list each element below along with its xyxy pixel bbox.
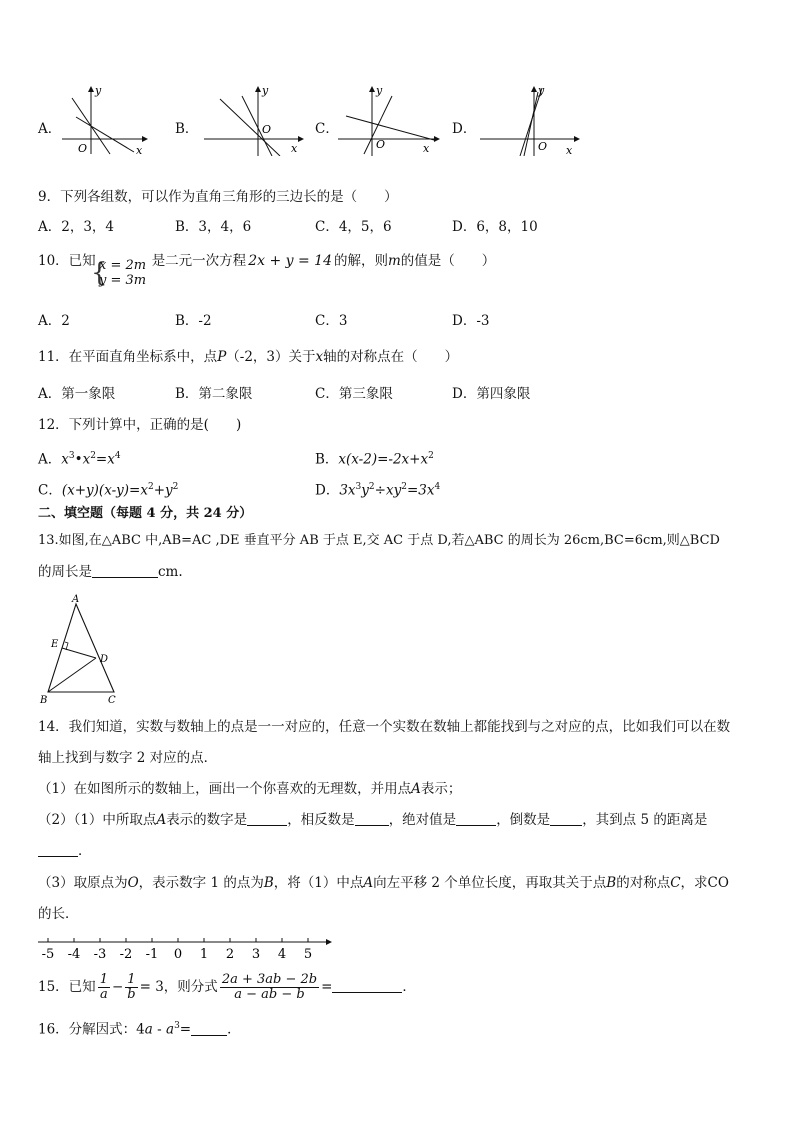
number-line-label: 5 [303, 947, 313, 962]
q9-option-b: B．3，4，6 [175, 219, 252, 235]
q8-option-a-label: A． [38, 121, 62, 137]
q11-option-d: D．第四象限 [452, 386, 531, 402]
number-line-label: 3 [251, 947, 261, 962]
q10-option-a: A．2 [38, 313, 70, 329]
q12-option-b: B．$x(x-2)=-2x+x^2$ [315, 451, 434, 468]
q11-option-a: A．第一象限 [38, 386, 116, 402]
section-heading-fill-in: 二、填空题（每题 4 分，共 24 分） [38, 506, 253, 521]
q16-answer-blank[interactable] [191, 1022, 227, 1036]
q14-part1: （1）在如图所示的数轴上，画出一个你喜欢的无理数，并用点A表示； [38, 781, 462, 797]
q8-option-d-label: D． [452, 121, 477, 137]
q14-blank-absolute[interactable] [456, 812, 496, 826]
q14-blank-opposite[interactable] [355, 812, 389, 826]
q8-option-b-label: B． [175, 121, 199, 137]
q8-a-x-label: x [136, 144, 143, 156]
q14-part3: （3）取原点为O，表示数字 1 的点为B，将（1）中点A向左平移 2 个单位长度，再取其关于点B的对称点C，求CO [38, 875, 729, 891]
q10-option-b: B．-2 [175, 313, 212, 329]
q14-part2: （2）（1）中所取点A表示的数字是 ，相反数是 ，绝对值是 ，倒数是 ，其到点 5 的距离是 [38, 812, 708, 828]
q8-c-origin-label: O [376, 138, 386, 151]
q10-equation-system: x = 2m y = 3m [99, 258, 147, 288]
q14-part3-cont: 的长． [38, 906, 79, 922]
q13-triangle-figure [36, 592, 126, 708]
q8-a-origin-label: O [78, 142, 88, 155]
q16-stem: 16．分解因式：$4a - a^3=$ ． [38, 1021, 241, 1038]
number-line-label: 4 [277, 947, 287, 962]
q14-blank-reciprocal[interactable] [550, 812, 582, 826]
q8-graph-d [476, 84, 586, 156]
q8-c-y-label: y [376, 84, 383, 97]
q13-line2: 的周长是 cm. [38, 564, 183, 580]
q9-option-c: C．4，5，6 [315, 219, 392, 235]
q10-brace: { [91, 258, 108, 288]
q13-line1: 13.如图,在△ABC 中,AB=AC ,DE 垂直平分 AB 于点 E,交 AC 于点 D,若△ABC 的周长为 26cm,BC=6cm,则△BCD [38, 533, 720, 548]
q8-d-x-label: x [566, 144, 573, 156]
q8-d-y-label: y [538, 84, 545, 97]
q13-answer-blank[interactable] [92, 564, 158, 578]
q8-c-x-label: x [423, 142, 430, 155]
q8-b-y-label: y [262, 84, 269, 97]
q13-label-c: C [108, 695, 116, 706]
q8-graph-c [334, 84, 444, 156]
q14-blank-value[interactable] [247, 812, 287, 826]
q8-d-origin-label: O [538, 140, 548, 153]
number-line-label: -4 [67, 947, 81, 962]
q13-label-d: D [100, 654, 109, 665]
q8-graph-b [200, 84, 305, 156]
number-line-label: -3 [93, 947, 107, 962]
number-line-label: 0 [173, 947, 183, 962]
number-line-label: 2 [225, 947, 235, 962]
q13-label-e: E [51, 639, 59, 650]
number-line-label: -1 [145, 947, 159, 962]
q14-line2: 轴上找到与数字 2 对应的点． [38, 750, 218, 766]
q12-stem: 12．下列计算中，正确的是( ) [38, 417, 242, 433]
number-line-label: 1 [199, 947, 209, 962]
q11-option-c: C．第三象限 [315, 386, 393, 402]
q11-option-b: B．第二象限 [175, 386, 253, 402]
q14-number-line [36, 932, 336, 962]
q15-stem: 15．已知 $\frac{1}{a}$ − $\frac{1}{b}$ = 3，则分式 $\frac{2a + 3ab - 2b}{a - ab - b}$ = ． [38, 972, 416, 1002]
q14-part2-cont: ． [38, 842, 92, 860]
q10-stem: 10．已知 是二元一次方程 2x + y = 14 的解，则m的值是（ ） [38, 253, 496, 269]
q13-label-b: B [40, 695, 48, 706]
q14-line1: 14．我们知道，实数与数轴上的点是一一对应的，任意一个实数在数轴上都能找到与之对应的点，比如我们可以在数 [38, 719, 731, 735]
number-line-label: -5 [41, 947, 55, 962]
q8-graph-a [58, 84, 148, 156]
q9-stem: 9．下列各组数，可以作为直角三角形的三边长的是（ ） [38, 189, 398, 205]
q9-option-a: A．2，3，4 [38, 219, 115, 235]
q8-option-c-label: C． [315, 121, 339, 137]
q8-b-x-label: x [291, 142, 298, 155]
number-line-label: -2 [119, 947, 133, 962]
q12-option-d: D．$3x^3y^2\div xy^2=3x^4$ [315, 482, 441, 499]
q14-blank-distance[interactable] [38, 843, 78, 857]
q11-stem: 11．在平面直角坐标系中，点P（-2，3）关于x轴的对称点在（ ） [38, 349, 459, 365]
q12-option-c: C．$(x+y)(x-y)=x^2+y^2$ [38, 482, 179, 499]
q12-option-a: A．$x^3•x^2=x^4$ [38, 451, 121, 468]
q8-b-origin-label: O [262, 123, 272, 136]
q10-option-c: C．3 [315, 313, 348, 329]
q13-label-a: A [72, 594, 80, 605]
q9-option-d: D．6，8，10 [452, 219, 538, 235]
q8-a-y-label: y [95, 84, 102, 97]
q10-equation: 2x + y = 14 [248, 253, 332, 269]
q10-option-d: D．-3 [452, 313, 490, 329]
q15-answer-blank[interactable] [332, 979, 402, 993]
